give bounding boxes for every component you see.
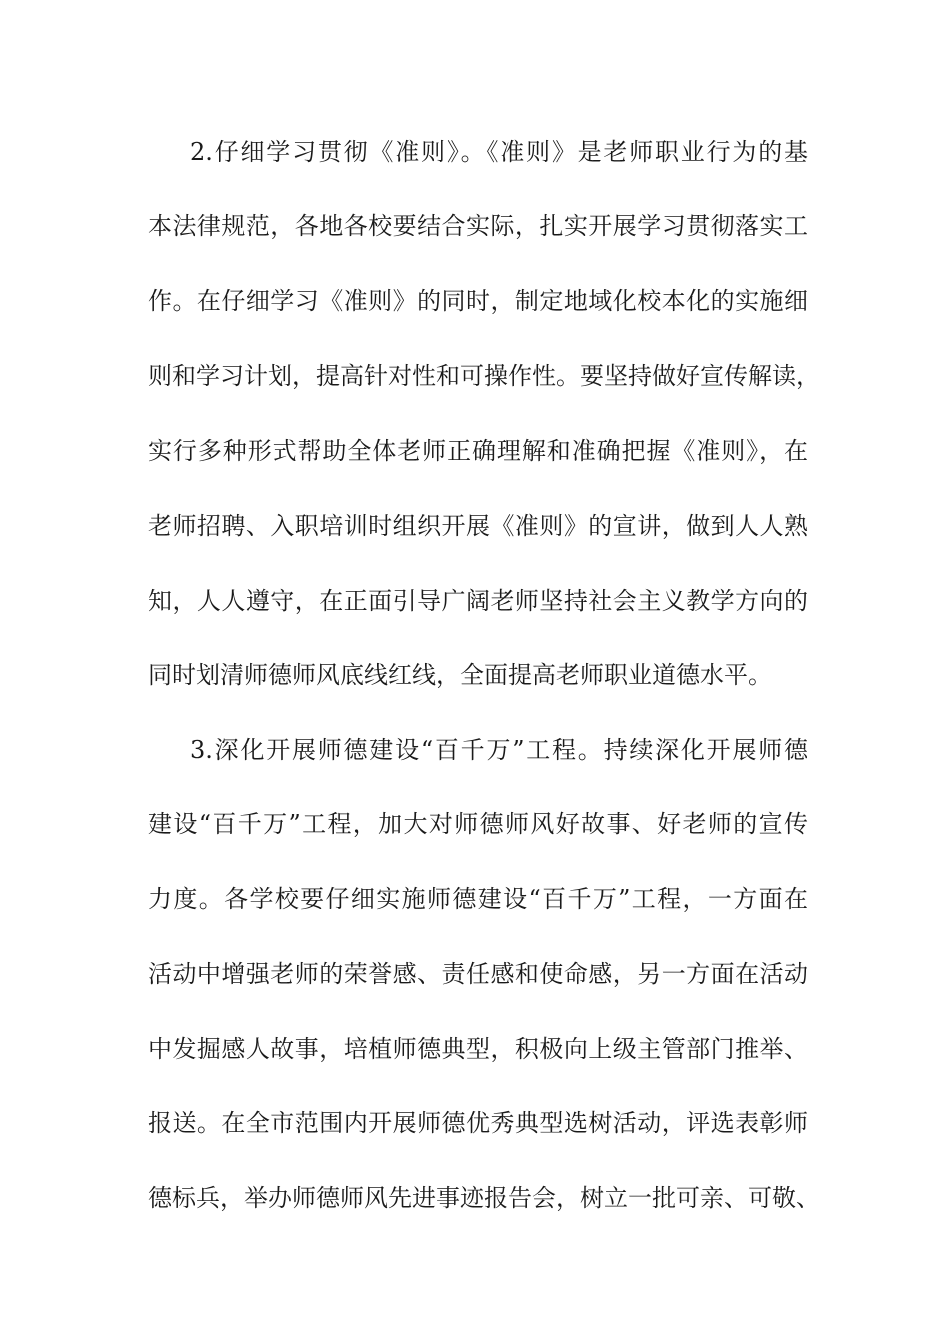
- paragraph-3-line-7: 德标兵，举办师德师风先进事迹报告会，树立一批可亲、可敬、: [148, 1184, 820, 1212]
- paragraph-3-line-3: 力度。各学校要仔细实施师德建设“百千万”工程，一方面在: [148, 885, 808, 913]
- paragraph-3-line-5: 中发掘感人故事，培植师德典型，积极向上级主管部门推举、: [148, 1035, 808, 1063]
- paragraph-2-line-3: 作。在仔细学习《准则》的同时，制定地域化校本化的实施细: [148, 287, 808, 315]
- paragraph-2-line-2: 本法律规范，各地各校要结合实际，扎实开展学习贯彻落实工: [148, 212, 808, 240]
- paragraph-2-line-4: 则和学习计划，提高针对性和可操作性。要坚持做好宣传解读，: [148, 362, 820, 390]
- paragraph-2-line-7: 知，人人遵守，在正面引导广阔老师坚持社会主义教学方向的: [148, 587, 808, 615]
- paragraph-3-line-6: 报送。在全市范围内开展师德优秀典型选树活动，评选表彰师: [148, 1109, 808, 1137]
- paragraph-2-line-8: 同时划清师德师风底线红线，全面提高老师职业道德水平。: [148, 661, 772, 689]
- paragraph-2-line-5: 实行多种形式帮助全体老师正确理解和准确把握《准则》，在: [148, 437, 808, 465]
- paragraph-3-line-1: 3.深化开展师德建设“百千万”工程。持续深化开展师德: [190, 736, 808, 764]
- paragraph-3-line-4: 活动中增强老师的荣誉感、责任感和使命感，另一方面在活动: [148, 960, 808, 988]
- paragraph-2-line-6: 老师招聘、入职培训时组织开展《准则》的宣讲，做到人人熟: [148, 512, 808, 540]
- paragraph-2-line-1: 2.仔细学习贯彻《准则》。《准则》是老师职业行为的基: [190, 138, 808, 166]
- paragraph-3-line-2: 建设“百千万”工程，加大对师德师风好故事、好老师的宣传: [148, 810, 808, 838]
